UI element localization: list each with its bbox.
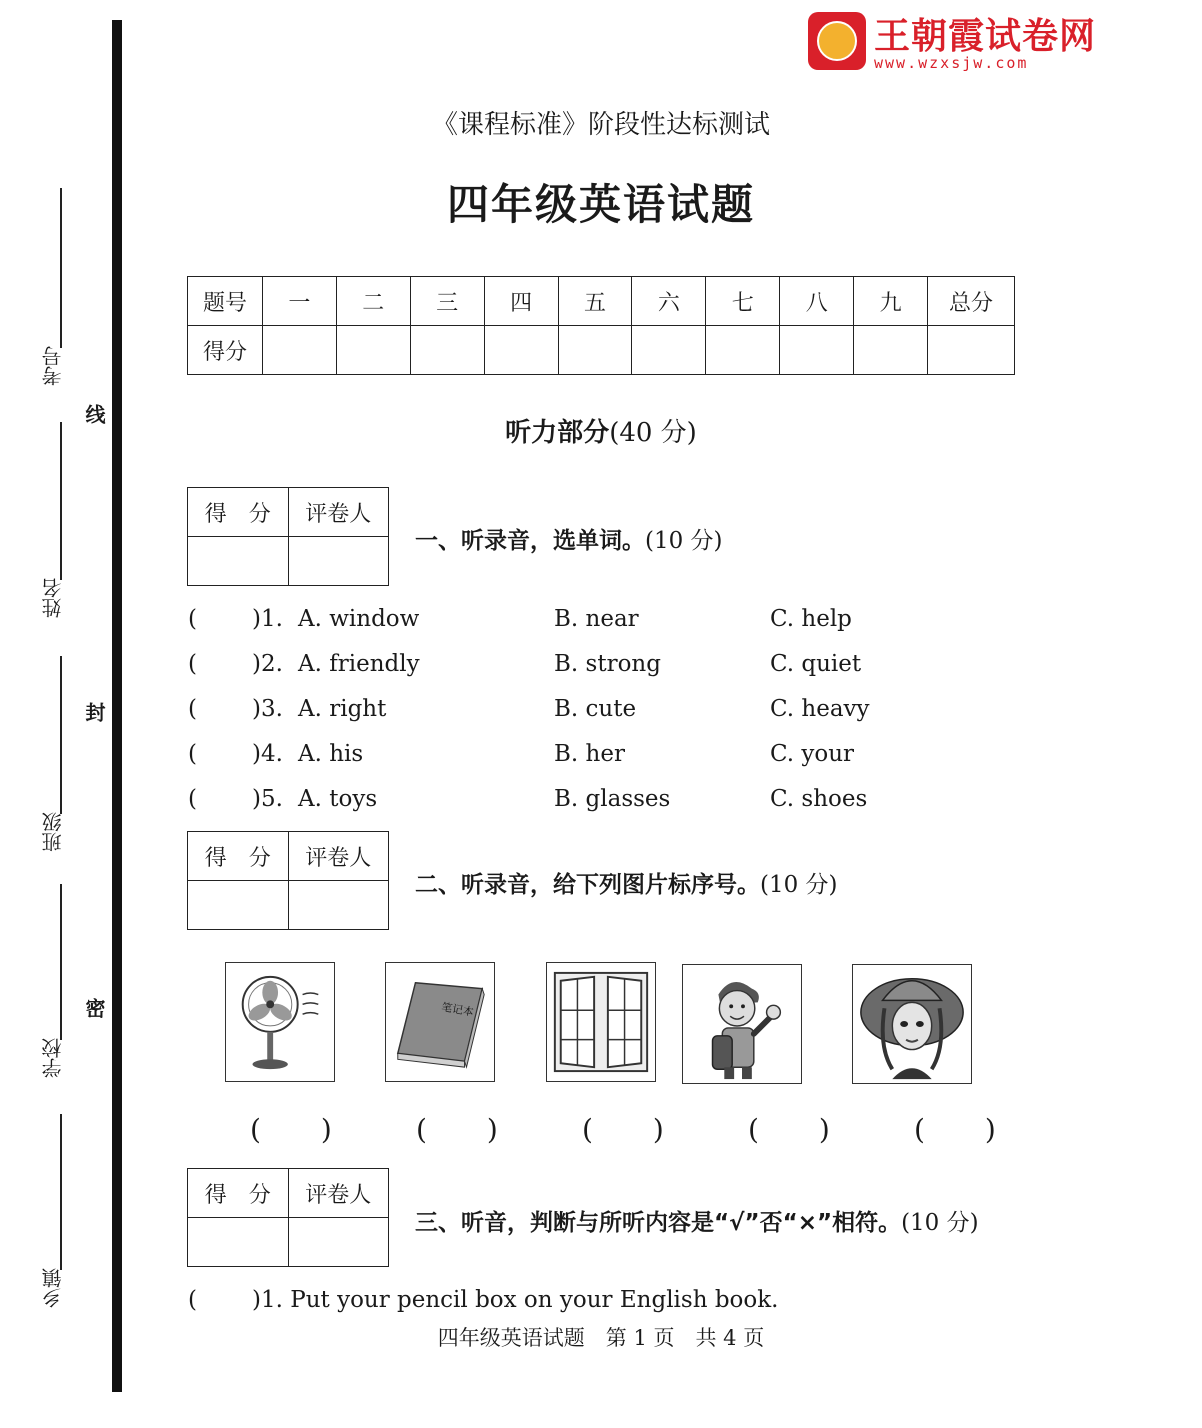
option-a: A. friendly [298, 651, 420, 677]
answer-blank[interactable]: ( [188, 606, 197, 632]
grader-name-label: 评卷人 [288, 832, 388, 881]
option-b: B. glasses [554, 786, 671, 812]
question-number: )3. [252, 696, 283, 722]
score-input-cell[interactable] [558, 326, 632, 375]
score-input-cell[interactable] [484, 326, 558, 375]
town-label: 乡镇 [41, 1268, 65, 1308]
grader-name-cell[interactable] [288, 881, 388, 930]
logo-url: www.wzxsjw.com [874, 54, 1029, 72]
score-cell: 九 [854, 277, 928, 326]
score-input-cell[interactable] [410, 326, 484, 375]
question-row [188, 651, 948, 683]
question-number: )2. [252, 651, 283, 677]
school-label: 学校 [41, 1038, 65, 1078]
boy-picture [682, 964, 802, 1084]
answer-blank[interactable]: ( [188, 1287, 197, 1313]
question-text: )1. Put your pencil box on your English book. [252, 1287, 779, 1313]
cut-mark-secret: 密 [82, 998, 106, 1018]
score-cell: 八 [780, 277, 854, 326]
question-row [188, 786, 948, 818]
score-cell: 五 [558, 277, 632, 326]
grader-score-cell[interactable] [188, 881, 289, 930]
answer-blank[interactable]: ( [188, 741, 197, 767]
answer-blank[interactable]: ( [188, 651, 197, 677]
grader-score-cell[interactable] [188, 1218, 289, 1267]
option-a: A. toys [298, 786, 378, 812]
girl-hat-icon [853, 965, 971, 1083]
grader-box-1 [187, 487, 389, 586]
option-c: C. your [770, 741, 855, 767]
picture-1-answer[interactable]: ( ) [250, 1113, 348, 1146]
picture-3-answer[interactable]: ( ) [582, 1113, 680, 1146]
window-picture [546, 962, 656, 1082]
score-cell: 三 [410, 277, 484, 326]
section-3-heading [415, 1204, 979, 1237]
section-2-title: 二、听录音，给下列图片标序号。 [415, 872, 760, 898]
option-a: A. his [298, 741, 364, 767]
question-number: )5. [252, 786, 283, 812]
notebook-label: 笔记本 [440, 1000, 475, 1019]
section-3-points: (10 分) [901, 1210, 979, 1236]
answer-blank[interactable]: ( [188, 696, 197, 722]
grader-name-cell[interactable] [288, 537, 388, 586]
section-2-points: (10 分) [760, 872, 838, 898]
score-input-cell[interactable] [706, 326, 780, 375]
option-c: C. heavy [770, 696, 870, 722]
fan-icon [226, 963, 334, 1081]
option-c: C. help [770, 606, 852, 632]
class-label: 班级 [41, 812, 65, 852]
notebook-icon [398, 983, 484, 1067]
grader-name-label: 评卷人 [288, 1169, 388, 1218]
picture-4-answer[interactable]: ( ) [748, 1113, 846, 1146]
exam-title: 四年级英语试题 [446, 180, 755, 229]
name-label: 姓名 [41, 578, 65, 618]
school-line [60, 884, 62, 1040]
option-c: C. quiet [770, 651, 862, 677]
grader-box-2 [187, 831, 389, 930]
score-input-cell[interactable] [928, 326, 1015, 375]
question-row [188, 741, 948, 773]
site-logo [808, 12, 1114, 74]
score-cell: 总分 [928, 277, 1015, 326]
score-cell: 题号 [188, 277, 263, 326]
section-1-heading [415, 522, 723, 555]
logo-emblem-icon [808, 12, 866, 70]
score-table-header-row [188, 277, 1015, 326]
section-1-title: 一、听录音，选单词。 [415, 528, 645, 554]
grader-box-3 [187, 1168, 389, 1267]
option-b: B. her [554, 741, 625, 767]
girl-hat-picture [852, 964, 972, 1084]
picture-5-answer[interactable]: ( ) [914, 1113, 1012, 1146]
page-footer: 四年级英语试题 第 1 页 共 4 页 [437, 1326, 765, 1350]
question-number: )1. [252, 606, 283, 632]
exam-number-label: 考号 [41, 346, 65, 386]
grader-score-label: 得 分 [188, 832, 289, 881]
question-row [188, 696, 948, 728]
score-table-score-row [188, 326, 1015, 375]
cut-mark-seal: 封 [82, 702, 106, 722]
grader-name-cell[interactable] [288, 1218, 388, 1267]
score-row-label: 得分 [188, 326, 263, 375]
logo-name: 王朝霞试卷网 [874, 16, 1097, 57]
section-3-title: 三、听音，判断与所听内容是“√”否“×”相符。 [415, 1210, 902, 1236]
cut-mark-line: 线 [82, 404, 106, 424]
question-row [188, 606, 948, 638]
grader-score-label: 得 分 [188, 488, 289, 537]
notebook-picture [385, 962, 495, 1082]
boy-icon [683, 965, 801, 1083]
option-a: A. window [298, 606, 420, 632]
listening-points: (40 分) [609, 418, 697, 448]
listening-title: 听力部分 [505, 418, 610, 448]
window-icon [547, 963, 655, 1081]
section-1-points: (10 分) [645, 528, 723, 554]
score-table [187, 276, 1015, 375]
grader-score-label: 得 分 [188, 1169, 289, 1218]
picture-2-answer[interactable]: ( ) [416, 1113, 514, 1146]
option-b: B. cute [554, 696, 637, 722]
score-input-cell[interactable] [854, 326, 928, 375]
score-cell: 四 [484, 277, 558, 326]
answer-blank[interactable]: ( [188, 786, 197, 812]
class-line [60, 656, 62, 814]
option-a: A. right [298, 696, 387, 722]
town-line [60, 1114, 62, 1270]
exam-subtitle: 《课程标准》阶段性达标测试 [431, 110, 770, 140]
grader-score-cell[interactable] [188, 537, 289, 586]
score-cell: 六 [632, 277, 706, 326]
listening-heading [0, 412, 1202, 449]
question-number: )4. [252, 741, 283, 767]
option-b: B. near [554, 606, 639, 632]
score-input-cell[interactable] [632, 326, 706, 375]
score-cell: 二 [336, 277, 410, 326]
question-row [188, 1287, 948, 1319]
option-b: B. strong [554, 651, 661, 677]
score-input-cell[interactable] [262, 326, 336, 375]
section-2-heading [415, 866, 838, 899]
option-c: C. shoes [770, 786, 868, 812]
fan-picture [225, 962, 335, 1082]
grader-name-label: 评卷人 [288, 488, 388, 537]
score-input-cell[interactable] [336, 326, 410, 375]
score-cell: 七 [706, 277, 780, 326]
score-cell: 一 [262, 277, 336, 326]
score-input-cell[interactable] [780, 326, 854, 375]
